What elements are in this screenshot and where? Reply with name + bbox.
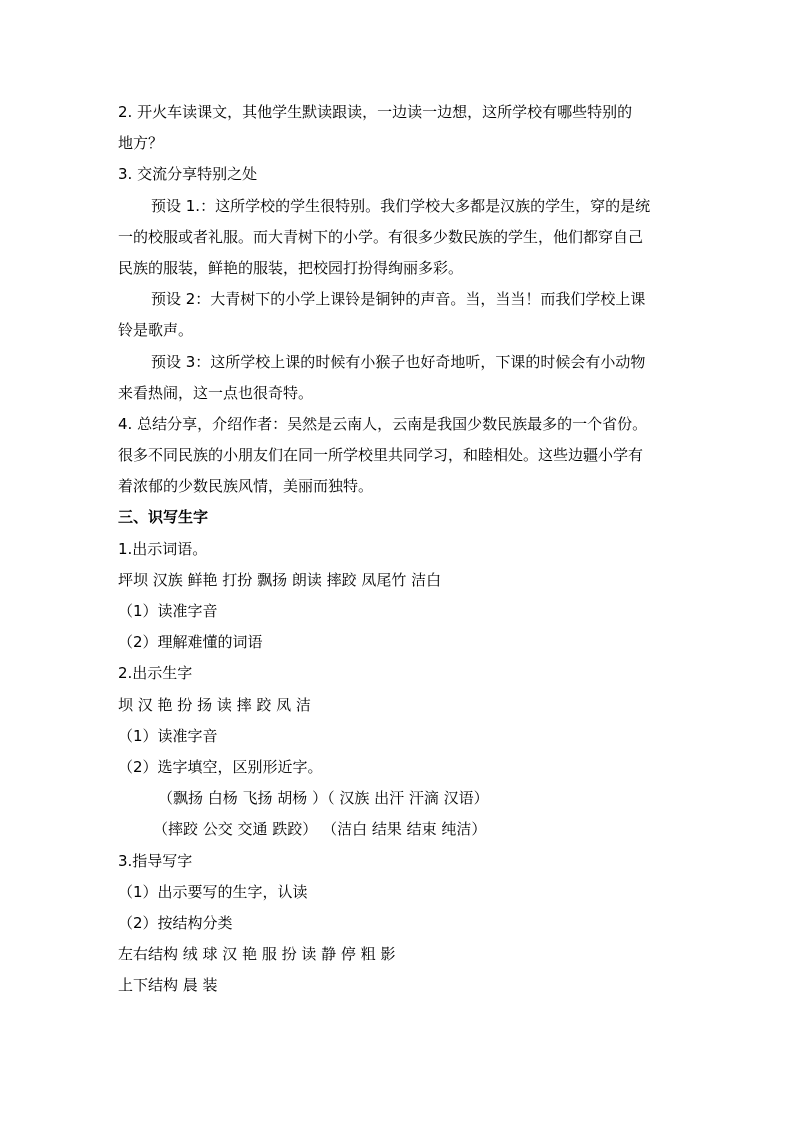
character-structure-line: 左右结构 绒 球 汉 艳 服 扮 读 静 停 粗 影 (118, 945, 396, 964)
word-list-line: 坪坝 汉族 鲜艳 打扮 飘扬 朗读 摔跤 凤尾竹 洁白 (118, 570, 442, 589)
fill-blank-line: （飘扬 白杨 飞扬 胡杨 ）（ 汉族 出汗 汗滴 汉语） (158, 789, 489, 808)
text-line: 3.指导写字 (118, 851, 193, 870)
text-line: 一的校服或者礼服。而大青树下的小学。有很多少数民族的学生，他们都穿自己 (118, 227, 644, 246)
character-structure-line: 上下结构 晨 装 (118, 976, 218, 995)
text-line: 来看热闹，这一点也很奇特。 (118, 383, 314, 402)
text-line: 地方？ (118, 134, 164, 153)
preset-paragraph-line: 预设 3：这所学校上课的时候有小猴子也好奇地听，下课的时候会有小动物 (151, 352, 646, 371)
text-line: 2. 开火车读课文，其他学生默读跟读，一边读一边想，这所学校有哪些特别的 (118, 103, 633, 121)
text-line: （2）理解难懂的词语 (118, 633, 263, 652)
text-line: （1）读准字音 (118, 726, 218, 745)
document-body (118, 97, 678, 1001)
text-line: 3. 交流分享特别之处 (118, 165, 258, 184)
text-line: 2.出示生字 (118, 664, 193, 683)
text-line: 4. 总结分享，介绍作者：吴然是云南人，云南是我国少数民族最多的一个省份。 (118, 414, 648, 433)
text-line: （2）按结构分类 (118, 913, 233, 932)
text-line: 民族的服装，鲜艳的服装，把校园打扮得绚丽多彩。 (118, 258, 464, 277)
text-line: （1）读准字音 (118, 602, 218, 620)
text-line: （1）出示要写的生字，认读 (118, 882, 308, 901)
character-list-line: 坝 汉 艳 扮 扬 读 摔 跤 凤 洁 (118, 695, 311, 714)
text-line: 很多不同民族的小朋友们在同一所学校里共同学习，和睦相处。这些边疆小学有 (118, 446, 644, 465)
text-line: 着浓郁的少数民族风情，美丽而独特。 (118, 477, 374, 496)
text-line: 铃是歌声。 (118, 321, 194, 340)
preset-paragraph-line: 预设 2：大青树下的小学上课铃是铜钟的声音。当，当当！而我们学校上课 (151, 290, 646, 309)
text-line: 1.出示词语。 (118, 539, 208, 558)
preset-paragraph-line: 预设 1.：这所学校的学生很特别。我们学校大多都是汉族的学生，穿的是统 (151, 196, 651, 215)
text-line: （2）选字填空，区别形近字。 (118, 757, 323, 776)
fill-blank-line: （摔跤 公交 交通 跌跤） （洁白 结果 结束 纯洁） (153, 820, 487, 839)
section-heading: 三、识写生字 (118, 508, 209, 527)
